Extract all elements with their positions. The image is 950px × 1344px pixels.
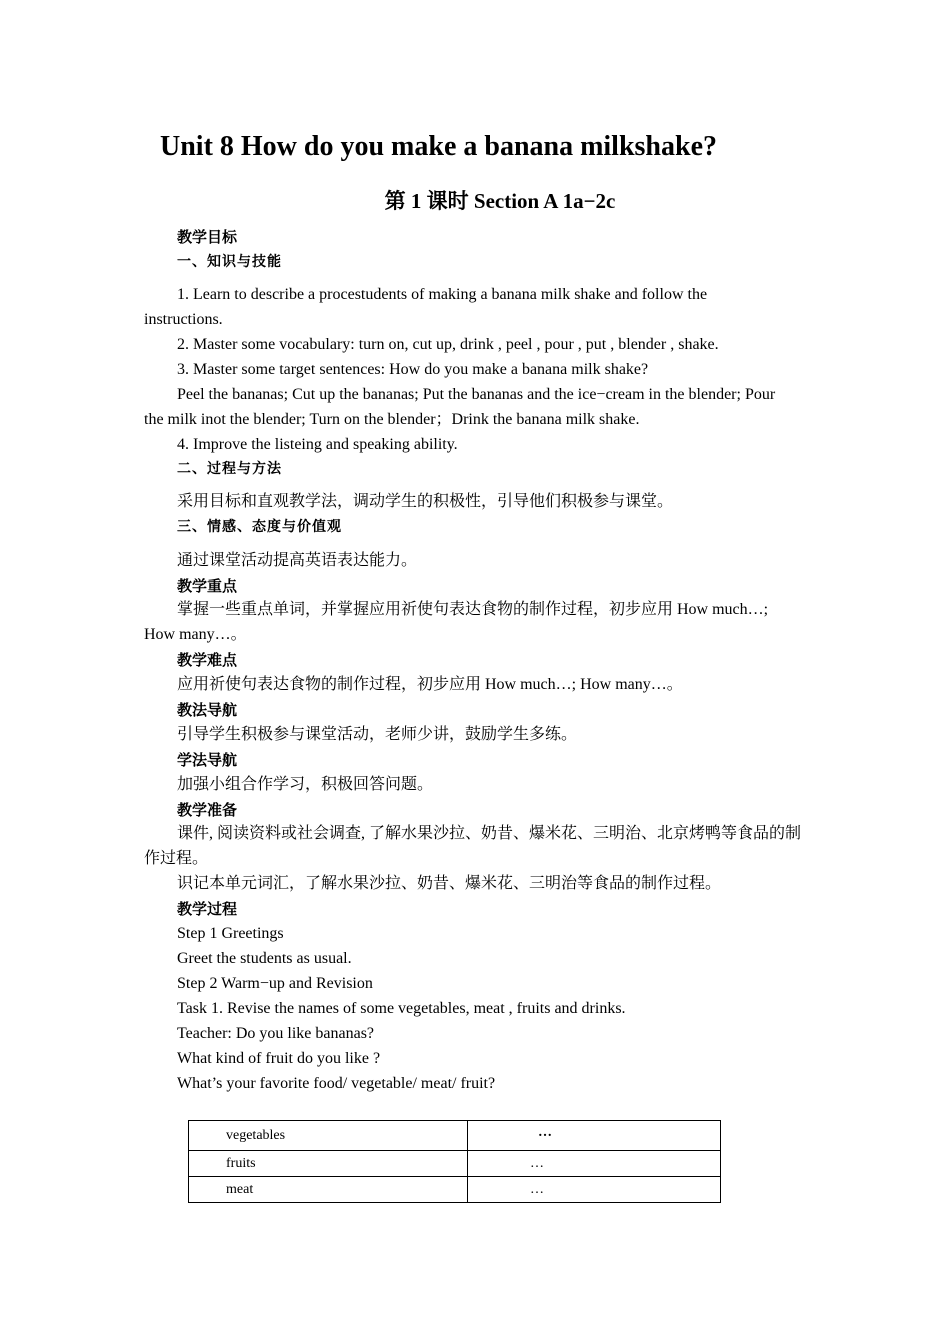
table-row [189,1151,721,1177]
objective-item-1-cont: instructions. [144,311,223,328]
table-row [189,1177,721,1203]
teacher-question-1: Teacher: Do you like bananas? [177,1025,375,1042]
preparation-text-1: 课件, 阅读资料或社会调查, 了解水果沙拉、奶昔、爆米花、三明治、北京烤鸭等食品的制 [177,825,802,842]
key-points-text-cont: How many…。 [144,626,247,643]
process-text: 采用目标和直观教学法，调动学生的积极性，引导他们积极参与课堂。 [177,493,674,510]
objectives-heading: 教学目标 [177,228,238,246]
table-cell-label: vegetables [189,1121,468,1151]
task-1: Task 1. Revise the names of some vegetables, meat , fruits and drinks. [177,1000,626,1017]
preparation-heading: 教学准备 [177,801,238,819]
preparation-text-2: 识记本单元词汇，了解水果沙拉、奶昔、爆米花、三明治等食品的制作过程。 [177,875,722,892]
step-2-title: Step 2 Warm−up and Revision [177,975,373,992]
difficult-points-heading: 教学难点 [177,651,238,669]
process-heading: 二、过程与方法 [177,461,282,477]
step-1-title: Step 1 Greetings [177,925,284,942]
teaching-method-text: 引导学生积极参与课堂活动，老师少讲，鼓励学生多练。 [177,726,578,743]
emotion-text: 通过课堂活动提高英语表达能力。 [177,552,418,569]
step-1-text: Greet the students as usual. [177,950,352,967]
procedure-heading: 教学过程 [177,900,238,918]
table-cell-label: fruits [189,1151,468,1177]
knowledge-heading: 一、知识与技能 [177,254,282,270]
objective-item-2: 2. Master some vocabulary: turn on, cut up, drink , peel , pour , put , blender , shake. [177,336,719,353]
table-cell-value: … [468,1177,721,1203]
teaching-method-heading: 教法导航 [177,701,238,719]
objective-item-3: 3. Master some target sentences: How do you make a banana milk shake? [177,361,649,378]
objective-item-1: 1. Learn to describe a procestudents of making a banana milk shake and follow the [177,286,708,303]
difficult-points-text: 应用祈使句表达食物的制作过程，初步应用 How much…; How many…。 [177,676,683,693]
food-category-table [188,1120,721,1203]
lesson-subtitle: 第 1 课时 Section A 1a−2c [384,189,616,213]
teacher-question-2: What kind of fruit do you like ? [177,1050,381,1067]
key-points-text: 掌握一些重点单词，并掌握应用祈使句表达食物的制作过程，初步应用 How much…; [177,601,769,618]
learning-method-heading: 学法导航 [177,751,238,769]
emotion-heading: 三、情感、态度与价值观 [177,519,342,535]
teacher-question-3: What’s your favorite food/ vegetable/ meat/ fruit? [177,1075,496,1092]
table-cell-value: … [468,1151,721,1177]
table-row [189,1121,721,1151]
objective-item-4: 4. Improve the listeing and speaking ability. [177,436,458,453]
table-cell-value: … [468,1121,721,1151]
target-sentences: Peel the bananas; Cut up the bananas; Put the bananas and the ice−cream in the blender; Pour [177,386,776,403]
learning-method-text: 加强小组合作学习，积极回答问题。 [177,776,434,793]
key-points-heading: 教学重点 [177,577,238,595]
preparation-text-1-cont: 作过程。 [144,850,209,867]
document-title: Unit 8 How do you make a banana milkshake? [160,131,718,162]
target-sentences-cont: the milk inot the blender; Turn on the blender；Drink the banana milk shake. [144,411,640,428]
table-cell-label: meat [189,1177,468,1203]
